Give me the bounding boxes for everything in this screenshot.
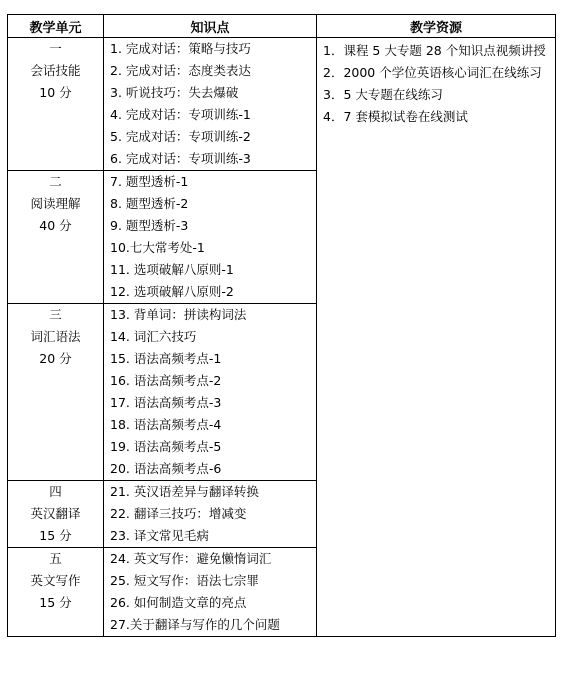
knowledge-item: 3. 听说技巧：失去爆破 [110, 85, 239, 100]
knowledge-item: 15. 语法高频考点-1 [110, 351, 222, 366]
unit-name: 英文写作 [30, 573, 81, 588]
knowledge-item: 11. 选项破解八原则-1 [110, 262, 234, 277]
unit-name: 阅读理解 [30, 196, 81, 211]
knowledge-item: 10.七大常考处-1 [110, 240, 205, 255]
knowledge-item: 2. 完成对话：态度类表达 [110, 63, 251, 78]
knowledge-cell-4 [104, 481, 317, 548]
unit-name: 英汉翻译 [30, 506, 81, 521]
unit-cell-1 [8, 38, 104, 171]
knowledge-item: 13. 背单词：拼读构词法 [110, 307, 247, 322]
knowledge-item: 18. 语法高频考点-4 [110, 417, 222, 432]
knowledge-item: 5. 完成对话：专项训练-2 [110, 129, 251, 144]
knowledge-item: 16. 语法高频考点-2 [110, 373, 222, 388]
header-unit: 教学单元 [8, 15, 104, 38]
unit-cell-2 [8, 171, 104, 304]
knowledge-item: 7. 题型透析-1 [110, 174, 189, 189]
knowledge-item: 4. 完成对话：专项训练-1 [110, 107, 251, 122]
knowledge-item: 21. 英汉语差异与翻译转换 [110, 484, 259, 499]
knowledge-item: 6. 完成对话：专项训练-3 [110, 151, 251, 166]
knowledge-item: 22. 翻译三技巧：增减变 [110, 506, 247, 521]
unit-cell-3 [8, 304, 104, 481]
unit-number: 四 [49, 484, 62, 499]
resources-cell [317, 38, 556, 637]
knowledge-item: 14. 词汇六技巧 [110, 329, 197, 344]
resource-item: 3．5 大专题在线练习 [323, 87, 443, 102]
knowledge-item: 17. 语法高频考点-3 [110, 395, 222, 410]
knowledge-item: 27.关于翻译与写作的几个问题 [110, 617, 280, 632]
unit-cell-5 [8, 548, 104, 637]
unit-score: 20 分 [39, 351, 72, 366]
unit-number: 一 [49, 41, 62, 56]
knowledge-cell-2 [104, 171, 317, 304]
header-resources: 教学资源 [317, 15, 556, 38]
header-knowledge: 知识点 [104, 15, 317, 38]
knowledge-cell-5 [104, 548, 317, 637]
unit-name: 会话技能 [30, 63, 81, 78]
knowledge-item: 26. 如何制造文章的亮点 [110, 595, 247, 610]
resource-item: 4．7 套模拟试卷在线测试 [323, 109, 468, 124]
unit-name: 词汇语法 [30, 329, 81, 344]
knowledge-item: 23. 译文常见毛病 [110, 528, 209, 543]
header-row [8, 15, 556, 38]
knowledge-item: 19. 语法高频考点-5 [110, 439, 222, 454]
knowledge-item: 20. 语法高频考点-6 [110, 461, 222, 476]
unit-row-1 [8, 38, 556, 171]
unit-number: 三 [49, 307, 62, 322]
knowledge-item: 9. 题型透析-3 [110, 218, 189, 233]
curriculum-table [7, 14, 556, 637]
unit-cell-4 [8, 481, 104, 548]
unit-number: 五 [49, 551, 62, 566]
knowledge-cell-3 [104, 304, 317, 481]
resource-item: 1．课程 5 大专题 28 个知识点视频讲授 [323, 43, 546, 58]
knowledge-item: 25. 短文写作：语法七宗罪 [110, 573, 259, 588]
unit-score: 15 分 [39, 528, 72, 543]
unit-number: 二 [49, 174, 62, 189]
unit-score: 40 分 [39, 218, 72, 233]
unit-score: 10 分 [39, 85, 72, 100]
knowledge-item: 12. 选项破解八原则-2 [110, 284, 234, 299]
unit-score: 15 分 [39, 595, 72, 610]
knowledge-item: 24. 英文写作：避免懒惰词汇 [110, 551, 272, 566]
knowledge-item: 8. 题型透析-2 [110, 196, 189, 211]
knowledge-item: 1. 完成对话：策略与技巧 [110, 41, 251, 56]
knowledge-cell-1 [104, 38, 317, 171]
resource-item: 2．2000 个学位英语核心词汇在线练习 [323, 65, 542, 80]
